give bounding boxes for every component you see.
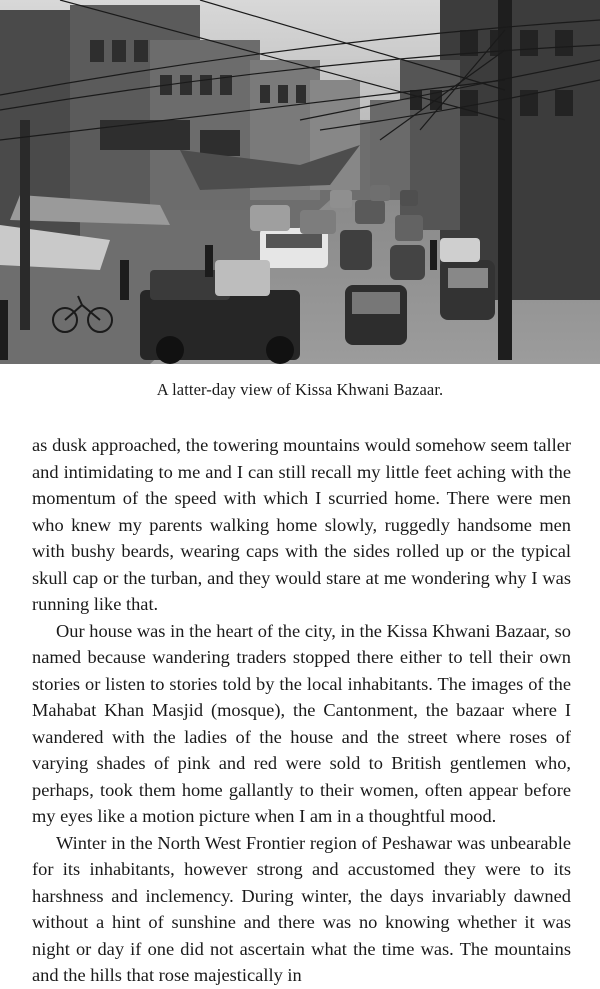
figure-caption: A latter-day view of Kissa Khwani Bazaar. <box>156 380 444 399</box>
bazaar-photo <box>0 0 600 364</box>
paragraph-2: Our house was in the heart of the city, in the Kissa Khwani Bazaar, so named because wandering traders stopped there either to tell their own stories or listen to stories told by the local inhabitants. The images of the Mahabat Khan Masjid (mosque), the Cantonment, the bazaar where I wandered with the ladies of the house and the street where roses of varying shades of pink and red were sold to British gentlemen who, perhaps, took them home gallantly to their women, often appear before my eyes like a motion picture when I am in a thoughtful mood. <box>32 620 571 826</box>
paragraph-3: Winter in the North West Frontier region of Peshawar was unbearable for its inhabitants, however strong and accustomed they were to its harshness and inclemency. During winter, the days invariably dawned without a hint of sunshine and there was no knowing whether it was night or day if one did not ascertain what the time was. The mountains and the hills that rose majestically in <box>32 832 571 985</box>
paragraph-1: as dusk approached, the towering mountains would somehow seem taller and intimidating to me and I can still recall my little feet aching with the momentum of the speed with which I scurried home. There were men who knew my parents walking home slowly, ruggedly handsome men with bushy beards, wearing caps with the sides rolled up or the typical skull cap or the turban, and they would stare at me wondering why I was running like that. <box>32 435 571 614</box>
body-text <box>32 432 571 989</box>
